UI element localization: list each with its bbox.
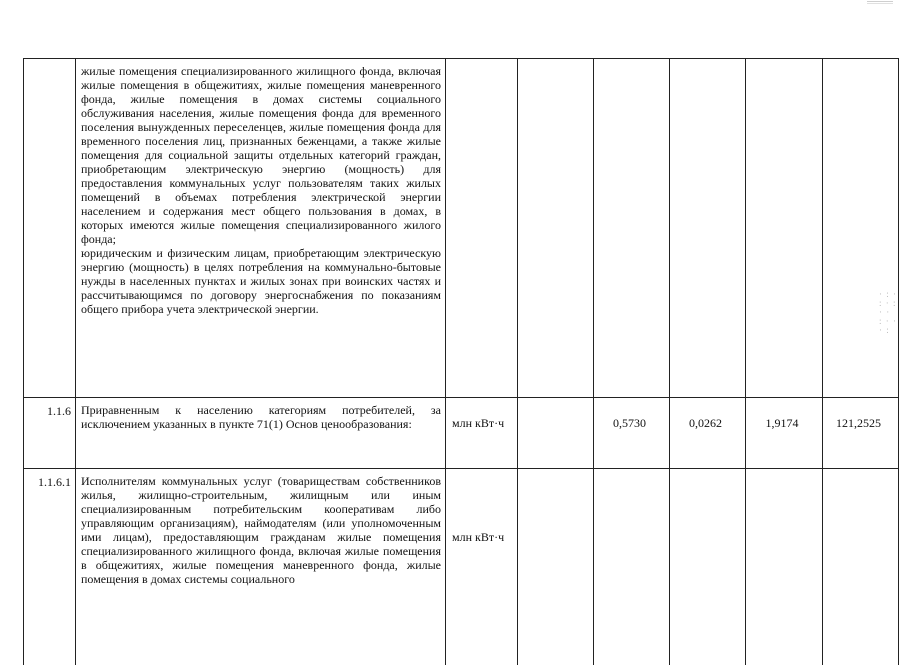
value-cell: 0,0262 <box>670 398 746 469</box>
row-number <box>24 59 76 398</box>
value-cell <box>518 469 594 665</box>
value-cell: 1,9174 <box>746 398 823 469</box>
row-description <box>76 59 446 398</box>
value-cell <box>594 469 670 665</box>
table-row <box>24 59 899 398</box>
value-cell <box>670 59 746 398</box>
row-number: 1.1.6.1 <box>24 469 76 665</box>
unit-cell <box>446 59 518 398</box>
row-description <box>76 469 446 665</box>
scan-speckles: · : · : · : · · : · · · : <box>879 290 899 360</box>
description-paragraph: юридическим и физическим лицам, приобретающим электрическую энергию (мощность) в целях потребления на коммунально-бытовые нужды в населенных пунктах и жилых зонах при воинских частях и рассчитывающимся по договору энергоснабжения по показаниям общего прибора учета электрической энергии. <box>81 246 441 316</box>
value-cell <box>518 398 594 469</box>
scan-artifact-line <box>867 3 893 5</box>
unit-cell: млн кВт·ч <box>446 398 518 469</box>
tariff-table <box>23 58 899 665</box>
description-paragraph: Исполнителям коммунальных услуг (товариществам собственников жилья, жилищно-строительным, жилищным или иным специализированным потребительским кооперативам либо управляющим организациям), наймодателям (или уполномоченным ими лицам), предоставляющим гражданам жилые помещения специализированного жилищного фонда, включая жилые помещения в общежитиях, жилые помещения маневренного фонда, жилые помещения в домах системы социального <box>81 474 441 586</box>
value-cell <box>594 59 670 398</box>
value-cell <box>746 59 823 398</box>
row-number: 1.1.6 <box>24 398 76 469</box>
description-paragraph: Приравненным к населению категориям потребителей, за исключением указанных в пункте 71(1) Основ ценообразования: <box>81 403 441 431</box>
value-cell <box>823 59 899 398</box>
value-cell <box>518 59 594 398</box>
value-cell <box>670 469 746 665</box>
value-cell: 121,2525 <box>823 398 899 469</box>
value-cell <box>746 469 823 665</box>
value-cell: 0,5730 <box>594 398 670 469</box>
row-description <box>76 398 446 469</box>
table-row <box>24 469 899 665</box>
value-cell <box>823 469 899 665</box>
table-row <box>24 398 899 469</box>
unit-cell: млн кВт·ч <box>446 469 518 665</box>
description-paragraph: жилые помещения специализированного жилищного фонда, включая жилые помещения в общежитиях, жилые помещения маневренного фонда, жилые помещения в домах системы социального обслуживания населения, жилые помещения фонда для временного поселения вынужденных переселенцев, жилые помещения фонда для временного поселения лиц, признанных беженцами, а также жилые помещения для социальной защиты отдельных категорий граждан, приобретающим электрическую энергию (мощность) для предоставления коммунальных услуг пользователям таких жилых помещений в объемах потребления электрической энергии населением и содержания мест общего пользования в домах, в которых имеются жилые помещения специализированного жилого фонда; <box>81 64 441 246</box>
